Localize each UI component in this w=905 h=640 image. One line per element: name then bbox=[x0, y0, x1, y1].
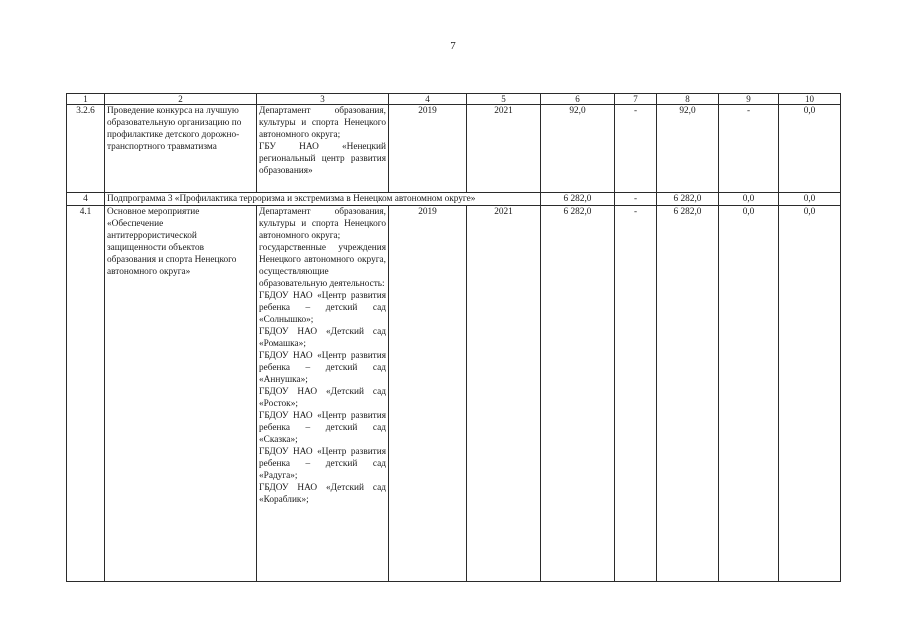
executor: ГБДОУ НАО «Центр развития ребенка – детский сад «Сказка»; bbox=[259, 411, 386, 445]
amount-col7: - bbox=[615, 105, 657, 193]
executor: ГБДОУ НАО «Центр развития ребенка – детский сад «Аннушка»; bbox=[259, 351, 386, 385]
executor: ГБДОУ НАО «Детский сад «Ромашка»; bbox=[259, 327, 386, 349]
measure-name: Основное мероприятие «Обеспечение антитеррористической защищенности объектов образования и спорта Ненецкого автономного округа» bbox=[105, 206, 257, 582]
executor: ГБУ НАО «Ненецкий региональный центр развития образования» bbox=[259, 142, 386, 176]
row-number: 4 bbox=[67, 193, 105, 206]
executor: ГБДОУ НАО «Центр развития ребенка – детский сад «Солнышко»; bbox=[259, 291, 386, 325]
column-number: 5 bbox=[467, 94, 541, 105]
year-start: 2019 bbox=[389, 105, 467, 193]
column-number: 3 bbox=[257, 94, 389, 105]
executors-cell bbox=[257, 206, 389, 582]
subprogram-row bbox=[67, 193, 841, 206]
executor: государственные учреждения Ненецкого автономного округа, осуществляющие образовательную деятельность: bbox=[259, 243, 386, 289]
column-number: 10 bbox=[779, 94, 841, 105]
amount-col7: - bbox=[615, 193, 657, 206]
amount-col9: - bbox=[719, 105, 779, 193]
year-end: 2021 bbox=[467, 105, 541, 193]
column-number: 7 bbox=[615, 94, 657, 105]
amount-col7: - bbox=[615, 206, 657, 582]
page-number: 7 bbox=[450, 40, 456, 52]
executor: ГБДОУ НАО «Детский сад «Кораблик»; bbox=[259, 483, 386, 505]
amount-col10: 0,0 bbox=[779, 206, 841, 582]
executor: ГБДОУ НАО «Центр развития ребенка – детский сад «Радуга»; bbox=[259, 447, 386, 481]
column-number: 8 bbox=[657, 94, 719, 105]
column-number: 2 bbox=[105, 94, 257, 105]
amount-col9: 0,0 bbox=[719, 206, 779, 582]
amount-col9: 0,0 bbox=[719, 193, 779, 206]
table-row bbox=[67, 105, 841, 193]
executor: Департамент образования, культуры и спорта Ненецкого автономного округа; bbox=[259, 106, 386, 140]
year-start: 2019 bbox=[389, 206, 467, 582]
amount-total: 92,0 bbox=[541, 105, 615, 193]
executor: Департамент образования, культуры и спорта Ненецкого автономного округа; bbox=[259, 207, 386, 241]
column-number: 6 bbox=[541, 94, 615, 105]
amount-col10: 0,0 bbox=[779, 105, 841, 193]
row-number: 4.1 bbox=[67, 206, 105, 582]
column-number: 9 bbox=[719, 94, 779, 105]
measure-name: Проведение конкурса на лучшую образовательную организацию по профилактике детского дорожно-транспортного травматизма bbox=[105, 105, 257, 193]
amount-total: 6 282,0 bbox=[541, 193, 615, 206]
column-number-row bbox=[67, 94, 841, 105]
executors-cell bbox=[257, 105, 389, 193]
amount-col8: 6 282,0 bbox=[657, 206, 719, 582]
year-end: 2021 bbox=[467, 206, 541, 582]
program-table bbox=[66, 93, 841, 582]
subprogram-title: Подпрограмма 3 «Профилактика терроризма и экстремизма в Ненецком автономном округе» bbox=[105, 193, 541, 206]
amount-col8: 6 282,0 bbox=[657, 193, 719, 206]
amount-col10: 0,0 bbox=[779, 193, 841, 206]
row-number: 3.2.6 bbox=[67, 105, 105, 193]
table-row bbox=[67, 206, 841, 582]
amount-total: 6 282,0 bbox=[541, 206, 615, 582]
executor: ГБДОУ НАО «Детский сад «Росток»; bbox=[259, 387, 386, 409]
column-number: 4 bbox=[389, 94, 467, 105]
amount-col8: 92,0 bbox=[657, 105, 719, 193]
column-number: 1 bbox=[67, 94, 105, 105]
